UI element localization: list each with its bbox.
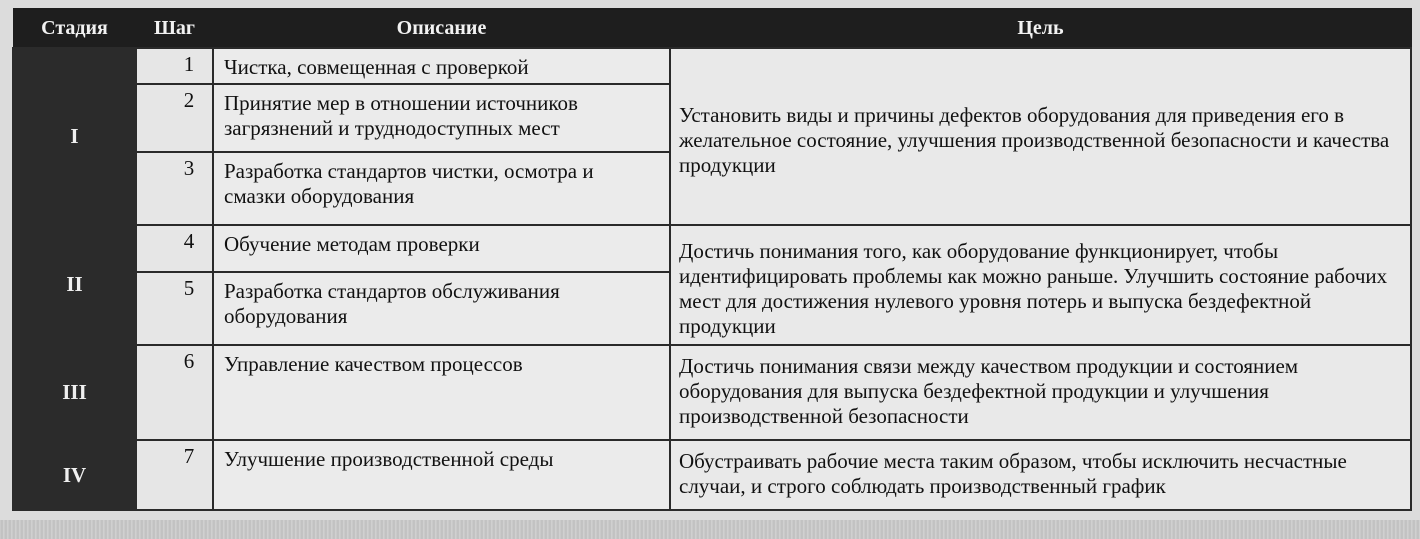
table-row — [13, 440, 1411, 510]
description-cell: Чистка, совмещенная с проверкой — [213, 48, 670, 84]
goal-cell: Установить виды и причины дефектов оборудования для приведения его в желательное состояние, улучшения производственной безопасности и качества продукции — [670, 48, 1411, 225]
header-step: Шаг — [136, 9, 213, 49]
header-stage: Стадия — [13, 9, 136, 49]
stage-cell: III — [13, 345, 136, 440]
stage-cell: II — [13, 225, 136, 345]
header-description: Описание — [213, 9, 670, 49]
table-row — [13, 48, 1411, 84]
description-cell: Управление качеством процессов — [213, 345, 670, 440]
step-cell: 4 — [136, 225, 213, 272]
table-row — [13, 345, 1411, 440]
stage-cell: I — [13, 48, 136, 225]
page-bottom-edge — [0, 520, 1420, 539]
description-cell: Разработка стандартов чистки, осмотра и смазки оборудования — [213, 152, 670, 225]
stages-table — [12, 8, 1412, 511]
goal-cell: Обустраивать рабочие места таким образом, чтобы исключить несчастные случаи, и строго соблюдать производственный график — [670, 440, 1411, 510]
table-row — [13, 225, 1411, 272]
goal-cell: Достичь понимания связи между качеством продукции и состоянием оборудования для выпуска бездефектной продукции и улучшения производственной безопасности — [670, 345, 1411, 440]
description-cell: Принятие мер в отношении источников загрязнений и труднодоступных мест — [213, 84, 670, 152]
stage-cell: IV — [13, 440, 136, 510]
description-cell: Улучшение производственной среды — [213, 440, 670, 510]
step-cell: 6 — [136, 345, 213, 440]
table-header-row — [13, 9, 1411, 49]
description-cell: Разработка стандартов обслуживания оборудования — [213, 272, 670, 345]
step-cell: 2 — [136, 84, 213, 152]
step-cell: 7 — [136, 440, 213, 510]
description-cell: Обучение методам проверки — [213, 225, 670, 272]
step-cell: 5 — [136, 272, 213, 345]
step-cell: 3 — [136, 152, 213, 225]
header-goal: Цель — [670, 9, 1411, 49]
goal-cell: Достичь понимания того, как оборудование функционирует, чтобы идентифицировать проблемы как можно раньше. Улучшить состояние рабочих мест для достижения нулевого уровня потерь и выпуска бездефектной продукции — [670, 225, 1411, 345]
step-cell: 1 — [136, 48, 213, 84]
